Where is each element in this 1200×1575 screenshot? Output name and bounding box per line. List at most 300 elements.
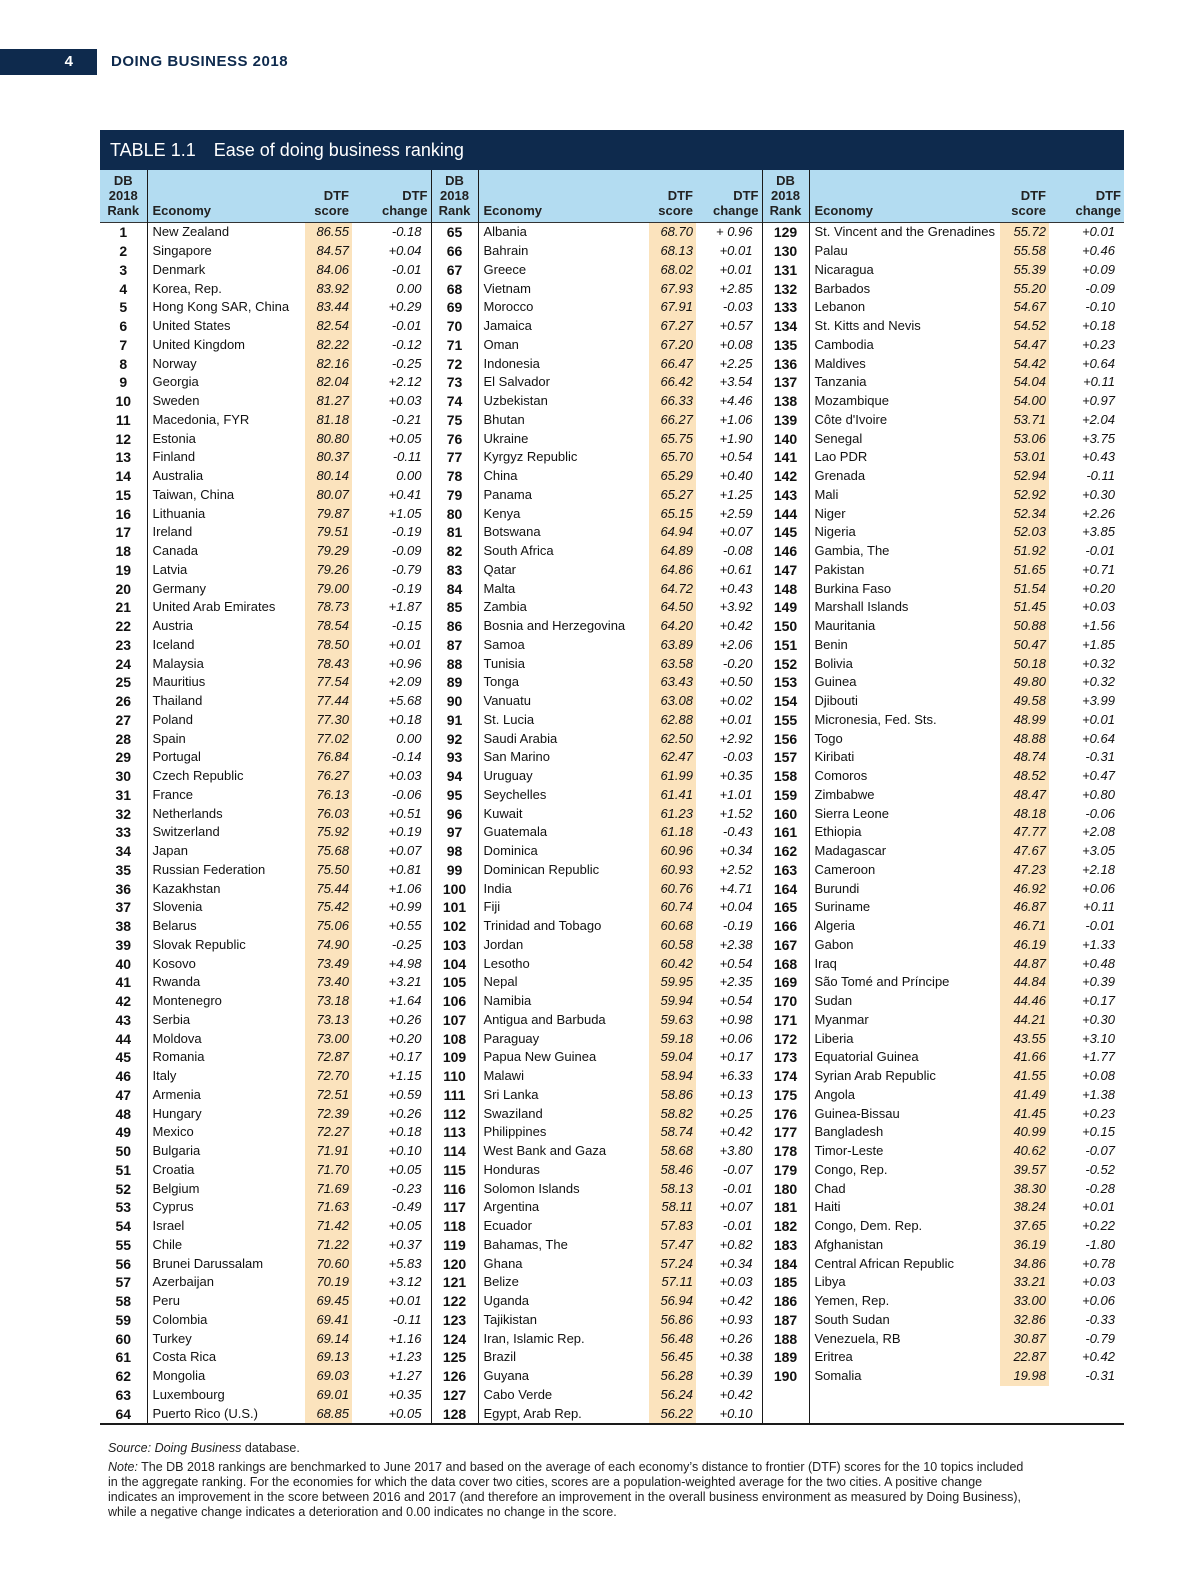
dtf-score-cell: 73.13 [305, 1011, 352, 1030]
economy-cell: Slovenia [147, 898, 305, 917]
rank-cell: 18 [115, 543, 132, 560]
rank-cell: 175 [762, 1086, 809, 1105]
dtf-score-cell: 60.96 [649, 842, 696, 861]
dtf-score-cell: 61.18 [649, 823, 696, 842]
rank-cell: 134 [762, 317, 809, 336]
dtf-change-cell: +0.01 [1082, 1199, 1115, 1215]
dtf-score-cell: 58.94 [649, 1067, 696, 1086]
dtf-score-cell: 77.44 [305, 692, 352, 711]
rank-cell: 31 [115, 786, 132, 803]
dtf-change-cell: -0.79 [391, 561, 422, 577]
dtf-score-cell: 69.13 [305, 1348, 352, 1367]
economy-cell: Morocco [478, 298, 649, 317]
rank-cell: 95 [431, 786, 478, 805]
dtf-score-cell: 80.80 [305, 429, 352, 448]
rank-cell: 115 [431, 1161, 478, 1180]
dtf-change-cell: +0.46 [1082, 243, 1115, 259]
dtf-score-cell: 77.30 [305, 711, 352, 730]
dtf-score-cell: 50.47 [1000, 636, 1049, 655]
dtf-score-cell: 71.91 [305, 1142, 352, 1161]
dtf-score-cell: 63.58 [649, 654, 696, 673]
dtf-score-cell: 63.89 [649, 636, 696, 655]
source-name: Doing Business [154, 1441, 242, 1455]
economy-cell: Bolivia [809, 654, 1000, 673]
rank-cell: 126 [431, 1367, 478, 1386]
economy-cell: Vietnam [478, 279, 649, 298]
table-row [100, 673, 1124, 692]
rank-cell: 25 [115, 674, 132, 691]
dtf-change-cell: +3.12 [388, 1274, 422, 1290]
economy-cell: Bangladesh [809, 1123, 1000, 1142]
economy-cell: Korea, Rep. [147, 279, 305, 298]
dtf-score-cell: 58.82 [649, 1104, 696, 1123]
dtf-change-cell: +1.38 [1082, 1086, 1115, 1102]
table-row [100, 598, 1124, 617]
economy-cell: Japan [147, 842, 305, 861]
dtf-score-cell: 65.29 [649, 467, 696, 486]
dtf-score-cell: 72.39 [305, 1104, 352, 1123]
dtf-score-cell: 75.42 [305, 898, 352, 917]
rank-cell: 85 [431, 598, 478, 617]
dtf-score-cell: 72.87 [305, 1048, 352, 1067]
rank-cell: 181 [762, 1198, 809, 1217]
rank-cell: 178 [762, 1142, 809, 1161]
rank-cell [762, 1386, 809, 1405]
rank-cell: 54 [115, 1218, 132, 1235]
dtf-score-cell: 80.07 [305, 486, 352, 505]
dtf-change-cell: +0.48 [1082, 955, 1115, 971]
economy-cell: Czech Republic [147, 767, 305, 786]
rank-cell: 184 [762, 1254, 809, 1273]
dtf-change-cell: +0.06 [719, 1030, 753, 1046]
economy-cell: Bosnia and Herzegovina [478, 617, 649, 636]
dtf-change-cell: +0.08 [719, 336, 753, 352]
dtf-change-cell: +0.30 [1082, 1011, 1115, 1027]
table-row [100, 1236, 1124, 1255]
table-row [100, 1348, 1124, 1367]
rank-cell: 16 [115, 505, 132, 522]
economy-cell: Saudi Arabia [478, 729, 649, 748]
dtf-change-cell: +0.25 [719, 1105, 753, 1121]
economy-cell: Iraq [809, 954, 1000, 973]
dtf-change-cell: +0.43 [1082, 449, 1115, 465]
dtf-change-cell: -0.01 [391, 261, 422, 277]
economy-cell: Taiwan, China [147, 486, 305, 505]
economy-cell: Australia [147, 467, 305, 486]
rank-cell: 111 [431, 1086, 478, 1105]
economy-cell: Chad [809, 1179, 1000, 1198]
economy-cell: Belgium [147, 1179, 305, 1198]
dtf-score-cell: 54.04 [1000, 373, 1049, 392]
rank-cell: 78 [431, 467, 478, 486]
page-header [0, 49, 600, 75]
economy-cell: Bhutan [478, 411, 649, 430]
rank-cell: 133 [762, 298, 809, 317]
rank-cell: 144 [762, 504, 809, 523]
dtf-score-cell: 48.18 [1000, 804, 1049, 823]
rank-cell: 174 [762, 1067, 809, 1086]
dtf-score-cell: 69.01 [305, 1386, 352, 1405]
dtf-change-cell: +0.38 [719, 1349, 753, 1365]
economy-cell: Georgia [147, 373, 305, 392]
economy-cell: Azerbaijan [147, 1273, 305, 1292]
rank-cell: 45 [115, 1049, 132, 1066]
rank-cell: 159 [762, 786, 809, 805]
dtf-score-cell: 55.58 [1000, 242, 1049, 261]
table-row [100, 448, 1124, 467]
header-dtf-score: DTF score [1000, 170, 1049, 223]
dtf-score-cell: 47.67 [1000, 842, 1049, 861]
header-dtf-change: DTF change [1049, 170, 1124, 223]
table-row [100, 279, 1124, 298]
dtf-change-cell: +0.37 [388, 1236, 422, 1252]
dtf-score-cell: 72.27 [305, 1123, 352, 1142]
dtf-change-cell: +1.27 [388, 1368, 422, 1384]
economy-cell: Seychelles [478, 786, 649, 805]
economy-cell: Mali [809, 486, 1000, 505]
dtf-score-cell: 59.04 [649, 1048, 696, 1067]
table-title-bar [100, 130, 1124, 170]
rank-cell: 172 [762, 1029, 809, 1048]
economy-cell: Panama [478, 486, 649, 505]
dtf-score-cell: 51.92 [1000, 542, 1049, 561]
dtf-change-cell: +3.80 [719, 1143, 753, 1159]
dtf-change-cell: +3.99 [1082, 693, 1115, 709]
economy-cell: Latvia [147, 561, 305, 580]
dtf-score-cell: 41.55 [1000, 1067, 1049, 1086]
dtf-score-cell: 38.30 [1000, 1179, 1049, 1198]
dtf-change-cell: -0.15 [391, 618, 422, 634]
economy-cell: Paraguay [478, 1029, 649, 1048]
rank-cell: 185 [762, 1273, 809, 1292]
rank-cell: 51 [115, 1161, 132, 1178]
rank-cell: 70 [431, 317, 478, 336]
dtf-change-cell: +0.05 [388, 1218, 422, 1234]
dtf-change-cell: +0.59 [388, 1086, 422, 1102]
table-row [100, 411, 1124, 430]
rank-cell: 119 [431, 1236, 478, 1255]
dtf-change-cell: +0.61 [719, 561, 753, 577]
economy-cell: Malawi [478, 1067, 649, 1086]
dtf-change-cell: +0.42 [719, 1293, 753, 1309]
dtf-change-cell: +0.43 [719, 580, 753, 596]
economy-cell: Guinea [809, 673, 1000, 692]
header-economy: Economy [147, 170, 305, 223]
economy-cell: Colombia [147, 1311, 305, 1330]
dtf-change-cell: + 0.96 [715, 224, 753, 240]
dtf-score-cell: 65.27 [649, 486, 696, 505]
rank-cell: 138 [762, 392, 809, 411]
dtf-change-cell: +3.75 [1082, 430, 1115, 446]
rank-cell: 106 [431, 992, 478, 1011]
economy-cell: Kosovo [147, 954, 305, 973]
dtf-score-cell: 52.92 [1000, 486, 1049, 505]
header-rank: DB 2018 Rank [762, 170, 809, 223]
dtf-change-cell: +0.34 [719, 1255, 753, 1271]
dtf-change-cell: +0.93 [719, 1311, 753, 1327]
economy-cell: São Tomé and Príncipe [809, 973, 1000, 992]
dtf-change-cell: +0.10 [388, 1143, 422, 1159]
dtf-change-cell: +2.26 [1082, 505, 1115, 521]
dtf-score-cell: 73.40 [305, 973, 352, 992]
dtf-change-cell: -0.19 [391, 524, 422, 540]
rank-cell: 108 [431, 1029, 478, 1048]
dtf-change-cell: +0.42 [1082, 1349, 1115, 1365]
dtf-change-cell: +0.57 [719, 318, 753, 334]
economy-cell: Sweden [147, 392, 305, 411]
dtf-score-cell: 75.92 [305, 823, 352, 842]
rank-cell: 34 [115, 843, 132, 860]
economy-cell: Ghana [478, 1254, 649, 1273]
dtf-change-cell: +0.96 [388, 655, 422, 671]
rank-cell: 123 [431, 1311, 478, 1330]
rank-cell: 166 [762, 917, 809, 936]
source-rest: database. [241, 1441, 300, 1455]
dtf-score-cell: 68.85 [305, 1404, 352, 1424]
dtf-score-cell: 71.70 [305, 1161, 352, 1180]
economy-cell: Samoa [478, 636, 649, 655]
rank-cell: 171 [762, 1011, 809, 1030]
dtf-change-cell: +0.26 [719, 1330, 753, 1346]
rank-cell: 135 [762, 336, 809, 355]
dtf-score-cell: 75.68 [305, 842, 352, 861]
table-notes [108, 1441, 1028, 1520]
rank-cell: 68 [431, 279, 478, 298]
dtf-score-cell: 69.41 [305, 1311, 352, 1330]
dtf-change-cell: +1.05 [388, 505, 422, 521]
table-row [100, 1029, 1124, 1048]
dtf-score-cell: 53.71 [1000, 411, 1049, 430]
rank-cell: 35 [115, 861, 132, 878]
dtf-score-cell: 72.51 [305, 1086, 352, 1105]
rank-cell: 152 [762, 654, 809, 673]
rank-cell: 48 [115, 1105, 132, 1122]
economy-cell: Portugal [147, 748, 305, 767]
dtf-change-cell: -0.06 [1085, 805, 1115, 821]
rank-cell: 143 [762, 486, 809, 505]
rank-cell: 56 [115, 1255, 132, 1272]
rank-cell: 41 [115, 974, 132, 991]
economy-cell: Honduras [478, 1161, 649, 1180]
dtf-change-cell: +0.81 [388, 861, 422, 877]
dtf-change-cell: +4.46 [719, 393, 753, 409]
economy-cell: Gabon [809, 936, 1000, 955]
dtf-score-cell: 41.49 [1000, 1086, 1049, 1105]
economy-cell: India [478, 879, 649, 898]
economy-cell: Gambia, The [809, 542, 1000, 561]
dtf-score-cell: 50.88 [1000, 617, 1049, 636]
dtf-change-cell: +0.40 [719, 468, 753, 484]
economy-cell: Mauritius [147, 673, 305, 692]
rank-cell: 53 [115, 1199, 132, 1216]
table-row [100, 729, 1124, 748]
dtf-change-cell: -0.06 [391, 786, 422, 802]
dtf-change-cell: -1.80 [1085, 1236, 1115, 1252]
dtf-change-cell: +6.33 [719, 1068, 753, 1084]
dtf-change-cell: +0.01 [1082, 711, 1115, 727]
economy-cell: Cabo Verde [478, 1386, 649, 1405]
note-line [108, 1460, 1028, 1520]
dtf-score-cell: 65.15 [649, 504, 696, 523]
dtf-change-cell: +0.17 [1082, 993, 1115, 1009]
economy-cell: Namibia [478, 992, 649, 1011]
economy-cell: Nigeria [809, 523, 1000, 542]
economy-cell: Palau [809, 242, 1000, 261]
dtf-change-cell: +1.06 [719, 411, 753, 427]
dtf-change-cell: +0.64 [1082, 355, 1115, 371]
dtf-score-cell: 81.27 [305, 392, 352, 411]
dtf-score-cell: 57.83 [649, 1217, 696, 1236]
dtf-score-cell: 48.74 [1000, 748, 1049, 767]
table-row [100, 354, 1124, 373]
dtf-score-cell: 67.27 [649, 317, 696, 336]
rank-cell: 22 [115, 618, 132, 635]
table-row [100, 861, 1124, 880]
economy-cell: Angola [809, 1086, 1000, 1105]
dtf-change-cell: +0.05 [388, 1161, 422, 1177]
rank-cell: 38 [115, 918, 132, 935]
table-row [100, 1104, 1124, 1123]
dtf-score-cell: 58.74 [649, 1123, 696, 1142]
economy-cell: Kiribati [809, 748, 1000, 767]
economy-cell: Niger [809, 504, 1000, 523]
dtf-change-cell: +0.35 [388, 1386, 422, 1402]
dtf-score-cell: 57.47 [649, 1236, 696, 1255]
economy-cell: South Sudan [809, 1311, 1000, 1330]
dtf-score-cell: 34.86 [1000, 1254, 1049, 1273]
running-title: DOING BUSINESS 2018 [111, 53, 289, 70]
dtf-change-cell: +0.29 [388, 299, 422, 315]
economy-cell: Nicaragua [809, 261, 1000, 280]
rank-cell: 39 [115, 936, 132, 953]
rank-cell: 173 [762, 1048, 809, 1067]
economy-cell: Ecuador [478, 1217, 649, 1236]
rank-cell: 153 [762, 673, 809, 692]
dtf-change-cell: +2.25 [719, 355, 753, 371]
rank-cell: 189 [762, 1348, 809, 1367]
dtf-change-cell: -0.11 [1086, 468, 1115, 484]
economy-cell: Cyprus [147, 1198, 305, 1217]
economy-cell: Rwanda [147, 973, 305, 992]
dtf-score-cell: 73.49 [305, 954, 352, 973]
dtf-change-cell: +0.01 [719, 711, 753, 727]
table-row [100, 1179, 1124, 1198]
dtf-change-cell: +3.54 [719, 374, 753, 390]
rank-cell: 43 [115, 1011, 132, 1028]
economy-cell: Uganda [478, 1292, 649, 1311]
economy-cell: Zimbabwe [809, 786, 1000, 805]
economy-cell: Equatorial Guinea [809, 1048, 1000, 1067]
rank-cell: 168 [762, 954, 809, 973]
dtf-change-cell: +0.18 [388, 1124, 422, 1140]
economy-cell: Tajikistan [478, 1311, 649, 1330]
economy-cell: Comoros [809, 767, 1000, 786]
dtf-change-cell: +0.20 [1082, 580, 1115, 596]
table-row [100, 748, 1124, 767]
rank-cell: 187 [762, 1311, 809, 1330]
dtf-score-cell: 68.02 [649, 261, 696, 280]
economy-cell: Uruguay [478, 767, 649, 786]
dtf-score-cell: 32.86 [1000, 1311, 1049, 1330]
economy-cell: Togo [809, 729, 1000, 748]
table-row [100, 1067, 1124, 1086]
economy-cell: Micronesia, Fed. Sts. [809, 711, 1000, 730]
dtf-change-cell: +1.16 [388, 1330, 422, 1346]
rank-cell: 125 [431, 1348, 478, 1367]
dtf-score-cell: 46.92 [1000, 879, 1049, 898]
dtf-score-cell: 66.47 [649, 354, 696, 373]
economy-cell: Puerto Rico (U.S.) [147, 1404, 305, 1424]
economy-cell: Oman [478, 336, 649, 355]
rank-cell: 86 [431, 617, 478, 636]
dtf-change-cell: +5.68 [388, 693, 422, 709]
dtf-score-cell: 60.68 [649, 917, 696, 936]
dtf-score-cell: 64.86 [649, 561, 696, 580]
dtf-score-cell: 71.63 [305, 1198, 352, 1217]
economy-cell: Sri Lanka [478, 1086, 649, 1105]
dtf-score-cell: 73.18 [305, 992, 352, 1011]
rank-cell: 130 [762, 242, 809, 261]
table-row [100, 1198, 1124, 1217]
table-row [100, 486, 1124, 505]
rank-cell: 76 [431, 429, 478, 448]
dtf-change-cell: +2.06 [719, 636, 753, 652]
dtf-score-cell: 37.65 [1000, 1217, 1049, 1236]
dtf-score-cell: 71.69 [305, 1179, 352, 1198]
rank-cell: 59 [115, 1311, 132, 1328]
dtf-change-cell: +2.35 [719, 974, 753, 990]
dtf-change-cell: -0.12 [391, 336, 422, 352]
rank-cell: 118 [431, 1217, 478, 1236]
economy-cell: Congo, Dem. Rep. [809, 1217, 1000, 1236]
table-row [100, 392, 1124, 411]
dtf-change-cell: +0.47 [1082, 768, 1115, 784]
economy-cell: Benin [809, 636, 1000, 655]
dtf-change-cell: 0.00 [396, 280, 422, 296]
dtf-score-cell: 46.19 [1000, 936, 1049, 955]
rank-cell: 36 [115, 880, 132, 897]
rank-cell: 49 [115, 1124, 132, 1141]
economy-cell: El Salvador [478, 373, 649, 392]
dtf-change-cell: +1.01 [719, 786, 753, 802]
dtf-score-cell: 86.55 [305, 223, 352, 242]
dtf-change-cell: +0.05 [352, 1404, 431, 1424]
dtf-change-cell: +0.11 [1083, 899, 1115, 915]
dtf-change-cell: +0.18 [388, 711, 422, 727]
dtf-score-cell: 58.68 [649, 1142, 696, 1161]
dtf-change-cell: -0.08 [722, 543, 753, 559]
economy-cell: United States [147, 317, 305, 336]
dtf-score-cell: 79.51 [305, 523, 352, 542]
economy-cell: South Africa [478, 542, 649, 561]
table-row [100, 898, 1124, 917]
economy-cell: Moldova [147, 1029, 305, 1048]
economy-cell: Kyrgyz Republic [478, 448, 649, 467]
rank-cell: 103 [431, 936, 478, 955]
economy-cell: Cameroon [809, 861, 1000, 880]
rank-cell: 3 [119, 261, 128, 278]
dtf-score-cell: 51.54 [1000, 579, 1049, 598]
dtf-change-cell: 0.00 [396, 730, 422, 746]
dtf-change-cell: +2.59 [719, 505, 753, 521]
rank-cell: 40 [115, 955, 132, 972]
table-row [100, 617, 1124, 636]
dtf-change-cell: +1.85 [1082, 636, 1115, 652]
rank-cell: 26 [115, 693, 132, 710]
dtf-change-cell: -0.01 [722, 1180, 753, 1196]
economy-cell: Guyana [478, 1367, 649, 1386]
table-row [100, 561, 1124, 580]
